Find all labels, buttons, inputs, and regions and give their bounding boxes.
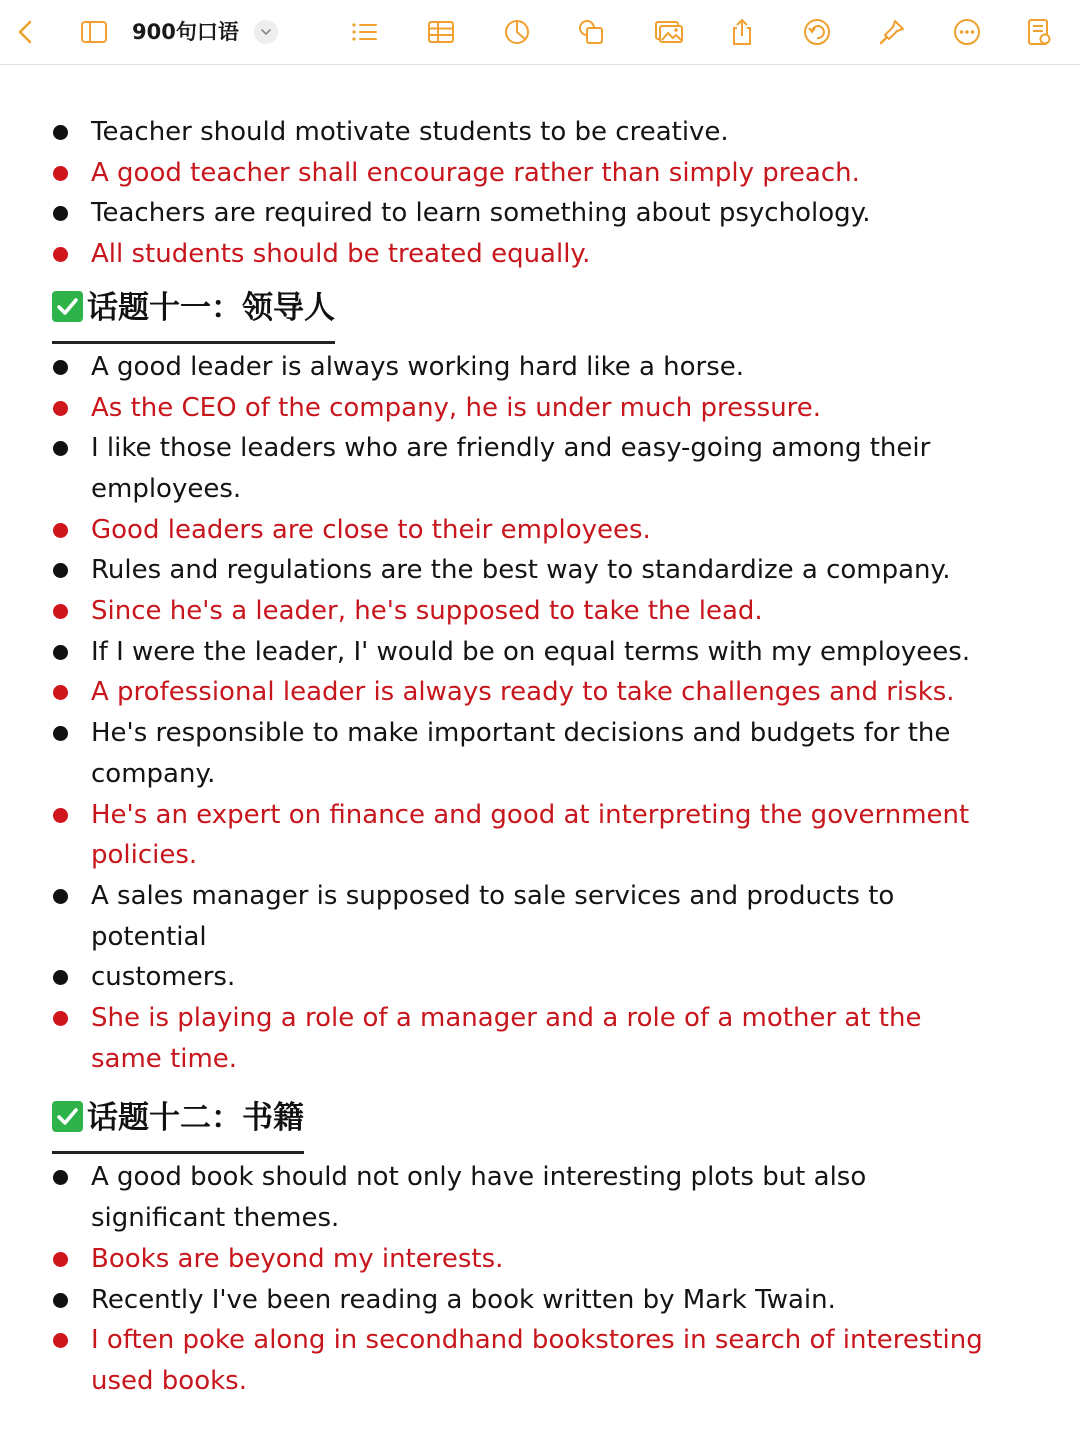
bullet-icon (53, 1293, 68, 1308)
bullet-icon (53, 401, 68, 416)
shape-icon[interactable] (573, 14, 609, 50)
bullet-icon (53, 685, 68, 700)
chart-icon[interactable] (499, 14, 535, 50)
list-item: A good teacher shall encourage rather than simply preach. (0, 153, 991, 194)
checkmark-icon (52, 291, 83, 322)
back-chevron-icon[interactable] (8, 14, 44, 50)
bullet-icon (53, 125, 68, 140)
bullet-icon (53, 645, 68, 660)
list-item: As the CEO of the company, he is under much pressure. (0, 388, 991, 429)
bullet-icon (53, 247, 68, 262)
bullet-icon (53, 970, 68, 985)
bullet-icon (53, 604, 68, 619)
list-item: Teacher should motivate students to be creative. (0, 112, 991, 153)
bullet-icon (53, 360, 68, 375)
list-item: She is playing a role of a manager and a role of a mother at the same time. (0, 998, 991, 1079)
section-heading-books: 话题十二：书籍 (52, 1093, 304, 1154)
more-icon[interactable] (949, 14, 985, 50)
document-title[interactable]: 900句口语 (132, 20, 239, 44)
document-body (0, 112, 1080, 1402)
list-item: He's responsible to make important decisions and budgets for the company. (0, 713, 991, 794)
bullet-icon (53, 1333, 68, 1348)
list-item: A professional leader is always ready to take challenges and risks. (0, 672, 991, 713)
list-item: He's an expert on finance and good at interpreting the government policies. (0, 795, 991, 876)
list-item: A sales manager is supposed to sale services and products to potential (0, 876, 991, 957)
top-toolbar (0, 0, 1080, 65)
bullet-icon (53, 1170, 68, 1185)
bullet-icon (53, 726, 68, 741)
chevron-down-icon[interactable] (254, 20, 278, 44)
list-item: Rules and regulations are the best way to standardize a company. (0, 550, 991, 591)
list-item: Since he's a leader, he's supposed to take the lead. (0, 591, 991, 632)
document-view-icon[interactable] (1021, 14, 1057, 50)
checkmark-icon (52, 1101, 83, 1132)
bullet-icon (53, 206, 68, 221)
list-item: Good leaders are close to their employees. (0, 510, 991, 551)
table-icon[interactable] (423, 14, 459, 50)
sidebar-icon[interactable] (76, 14, 112, 50)
list-item: Recently I've been reading a book written by Mark Twain. (0, 1280, 991, 1321)
list-item: A good book should not only have interesting plots but also significant themes. (0, 1157, 991, 1238)
list-item: I often poke along in secondhand bookstores in search of interesting used books. (0, 1320, 991, 1401)
undo-icon[interactable] (799, 14, 835, 50)
list-item: All students should be treated equally. (0, 234, 991, 275)
list-item: If I were the leader, I' would be on equal terms with my employees. (0, 632, 991, 673)
list-item: I like those leaders who are friendly and easy-going among their employees. (0, 428, 991, 509)
format-brush-icon[interactable] (874, 14, 910, 50)
bullet-icon (53, 441, 68, 456)
bullet-icon (53, 889, 68, 904)
share-icon[interactable] (724, 14, 760, 50)
section-heading-leaders: 话题十一：领导人 (52, 283, 335, 344)
list-item: Books are beyond my interests. (0, 1239, 991, 1280)
list-item: A good leader is always working hard like a horse. (0, 347, 991, 388)
bullet-icon (53, 166, 68, 181)
list-item: customers. (0, 957, 991, 998)
bullet-icon (53, 523, 68, 538)
bullet-icon (53, 808, 68, 823)
bullet-icon (53, 1011, 68, 1026)
bullet-icon (53, 1252, 68, 1267)
list-item: Teachers are required to learn something about psychology. (0, 193, 991, 234)
list-icon[interactable] (346, 14, 382, 50)
media-icon[interactable] (651, 14, 687, 50)
bullet-icon (53, 563, 68, 578)
